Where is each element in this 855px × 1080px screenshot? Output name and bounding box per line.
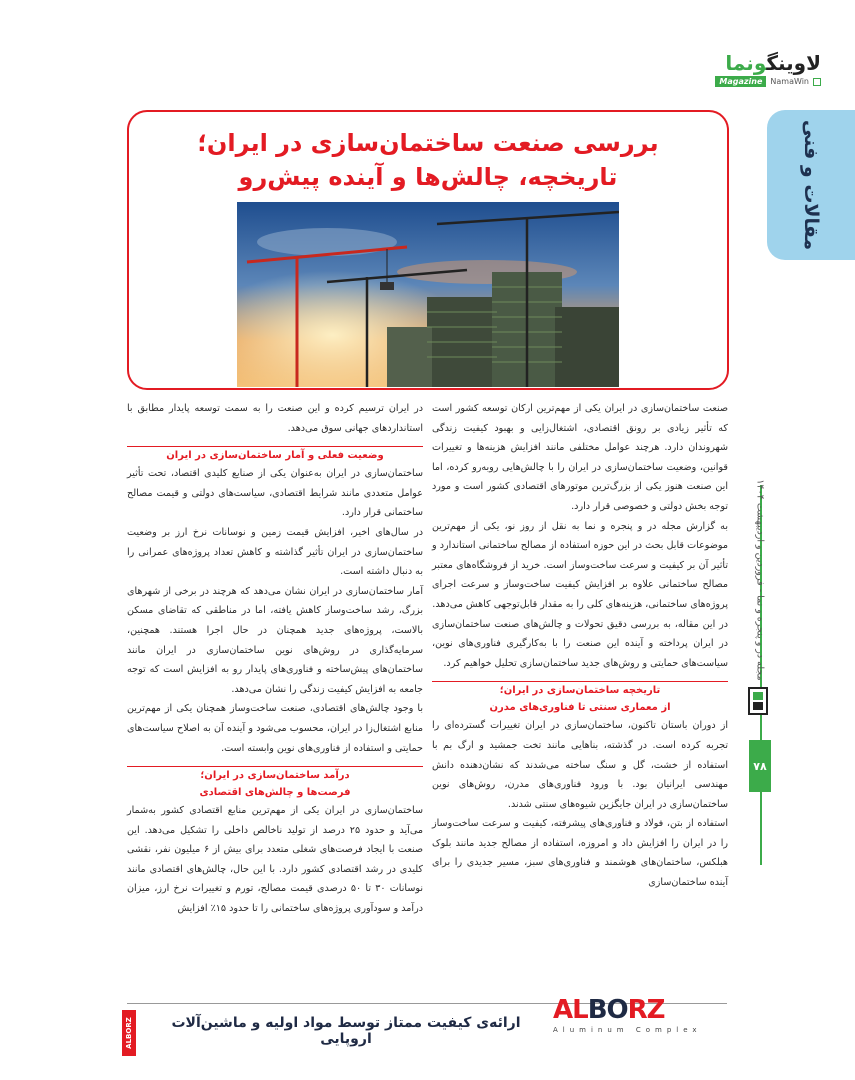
paragraph: استفاده از بتن، فولاد و فناوری‌های پیشرفته، کیفیت و سرعت ساخت‌وساز را در ایران را افزایش داد و امروزه، استفاده از مصالح جدید مانند بلوک هبلکس، ساختمان‌های هوشمند و فناوری‌های سبز، مسیر جدیدی را برای آینده ساختمان‌سازی — [432, 818, 728, 889]
section-heading-line-1: تاریخچه ساختمان‌سازی در ایران؛ — [499, 685, 661, 697]
logo-title-main: لاوینگ — [766, 51, 821, 75]
section-heading-line-2: از معماری سنتی تا فناوری‌های مدرن — [489, 702, 671, 714]
logo-square-icon — [813, 78, 821, 86]
alborz-wordmark-part-1: AL — [553, 995, 588, 1025]
issue-info — [745, 479, 775, 681]
article-title-line-2: تاریخچه، چالش‌ها و آینده پیش‌رو — [238, 163, 618, 191]
section-heading-income — [127, 767, 423, 801]
paragraph: ساختمان‌سازی در ایران یکی از مهم‌ترین منابع اقتصادی کشور به‌شمار می‌آید و حدود ۲۵ درصد از تولید ناخالص داخلی را تشکیل می‌دهد. این صنعت با ایجاد فرصت‌های شغلی متعدد برای بیش از ۶ میلیون نفر، نقشی کلیدی در رشد اقتصادی کشور دارد. با این حال، چالش‌های اقتصادی مانند نوسانات ۳۰ تا ۵۰ درصدی قیمت مصالح، تورم و تغییرات نرخ ارز، میزان درآمد و سودآوری پروژه‌های ساختمانی را تا حدود ۱۵٪ افزایش — [127, 805, 423, 915]
magazine-logo — [631, 52, 821, 88]
alborz-subtitle: Aluminum Complex — [553, 1026, 702, 1034]
section-heading-status: وضعیت فعلی و آمار ساختمان‌سازی در ایران — [166, 450, 384, 462]
paragraph: آمار ساختمان‌سازی در ایران نشان می‌دهد که هرچند در برخی از شهرهای بزرگ، رشد ساخت‌وساز کاهش یافته، اما در مناطقی که تقاضای مسکن بالاست، پروژه‌های جدید همچنان در حال اجرا هستند. همچنین، سرمایه‌گذاری در روش‌های نوین ساختمان‌سازی در ایران مانند ساختمان‌های پیش‌ساخته و فناوری‌های پایدار رو به افزایش است که توجه جامعه به افزایش کیفیت زندگی را نشان می‌دهد. — [127, 585, 423, 695]
section-tab-label: مقالات و فنی — [800, 119, 822, 251]
paragraph: در سال‌های اخیر، افزایش قیمت زمین و نوسانات نرخ ارز بر وضعیت ساختمان‌سازی در ایران تأثیر گذاشته و کاهش تعداد پروژه‌های عمرانی را به دنبال داشته است. — [127, 526, 423, 578]
article-header — [127, 110, 729, 390]
construction-cranes-photo — [237, 202, 619, 387]
spacer — [127, 758, 423, 766]
alborz-logo — [553, 997, 728, 1043]
issue-info-text: مجله در و پنجره و نما - فروردین و اردیبهشت ۱۴۰۴ — [754, 479, 766, 681]
logo-subline — [631, 76, 821, 87]
side-logo-icon — [747, 686, 769, 716]
side-brand-label — [122, 1010, 136, 1056]
article-column-left — [127, 399, 423, 919]
side-brand-text: ALBORZ — [125, 1017, 133, 1049]
paragraph: ساختمان‌سازی در ایران به‌عنوان یکی از صنایع کلیدی اقتصاد، تحت تأثیر عوامل متعددی مانند شرایط اقتصادی، سیاست‌های دولتی و قیمت مصالح ساختمانی قرار دارد. — [127, 468, 423, 519]
spacer — [432, 673, 728, 681]
paragraph: صنعت ساختمان‌سازی در ایران یکی از مهم‌ترین ارکان توسعه کشور است که تأثیر زیادی بر رونق اقتصادی، اشتغال‌زایی و بهبود کیفیت زندگی شهروندان دارد. هرچند عوامل مختلفی مانند افزایش هزینه‌ها و تغییرات قوانین، وضعیت ساختمان‌سازی در ایران را با چالش‌هایی روبه‌رو کرده، اما این صنعت هنوز یکی از بزرگ‌ترین موتورهای اقتصادی کشور است و مورد توجه بخش دولتی و خصوصی قرار دارد. — [432, 403, 728, 512]
logo-title — [631, 52, 821, 74]
paragraph: در ایران ترسیم کرده و این صنعت را به سمت توسعه پایدار مطابق با استانداردهای جهانی سوق می‌دهد. — [127, 403, 423, 434]
section-heading-line-2: فرصت‌ها و چالش‌های اقتصادی — [199, 787, 351, 799]
footer-ad-tagline: ارائه‌ی کیفیت ممتاز توسط مواد اولیه و ماشین‌آلات اروپایی — [171, 1015, 521, 1047]
article-title-line-1: بررسی صنعت ساختمان‌سازی در ایران؛ — [197, 129, 659, 157]
paragraph: با وجود چالش‌های اقتصادی، صنعت ساخت‌وساز همچنان یکی از مهم‌ترین منابع اشتغال‌زا در ایران، محسوب می‌شود و آینده آن به اصلاح سیاست‌های حمایتی و استفاده از فناوری‌های نوین وابسته است. — [127, 703, 423, 754]
alborz-wordmark-part-3: RZ — [627, 995, 665, 1025]
logo-brand-label: NamaWin — [770, 77, 809, 86]
spacer — [127, 438, 423, 446]
page-number: ۷۸ — [749, 740, 771, 792]
paragraph: از دوران باستان تاکنون، ساختمان‌سازی در ایران تغییرات گسترده‌ای را تجربه کرده است. در گذشته، بناهایی مانند تخت جمشید و ارگ بم با استفاده از خشت، گل و سنگ ساخته می‌شدند که نشان‌دهنده دانش مهندسی ایرانیان بود. با ورود فناوری‌های مدرن، روش‌های نوین ساختمان‌سازی در ایران جایگزین شیوه‌های سنتی شدند. — [432, 720, 728, 810]
hero-image — [237, 202, 619, 387]
logo-magazine-label: Magazine — [715, 76, 766, 87]
paragraph: به گزارش مجله در و پنجره و نما به نقل از روز نو، یکی از مهم‌ترین موضوعات قابل بحث در این حوزه استفاده از مصالح ساختمانی استاندارد و تأثیر آن بر کیفیت و سرعت ساخت‌وساز است. خرید از فروشگاه‌های معتبر مصالح ساختمانی علاوه بر افزایش کیفیت ساخت‌وساز و سرعت اجرای پروژه‌های ساختمانی، هزینه‌های کلی را به مقدار قابل‌توجهی کاهش می‌دهد. — [432, 520, 728, 610]
logo-title-accent: ونما — [725, 51, 767, 75]
paragraph: در این مقاله، به بررسی دقیق تحولات و چالش‌های صنعت ساختمان‌سازی در ایران پرداخته و آینده این صنعت را با به‌کارگیری فناوری‌های نوین، سیاست‌های حمایتی و روش‌های جدید ساختمان‌سازی تحلیل خواهیم کرد. — [432, 618, 728, 669]
article-column-right — [432, 399, 728, 893]
alborz-wordmark-part-2: BO — [587, 995, 628, 1025]
section-heading-line-1: درآمد ساختمان‌سازی در ایران؛ — [200, 770, 350, 782]
section-heading-history — [432, 682, 728, 716]
article-title — [129, 126, 727, 194]
alborz-wordmark — [553, 997, 728, 1023]
section-tab — [767, 110, 855, 260]
